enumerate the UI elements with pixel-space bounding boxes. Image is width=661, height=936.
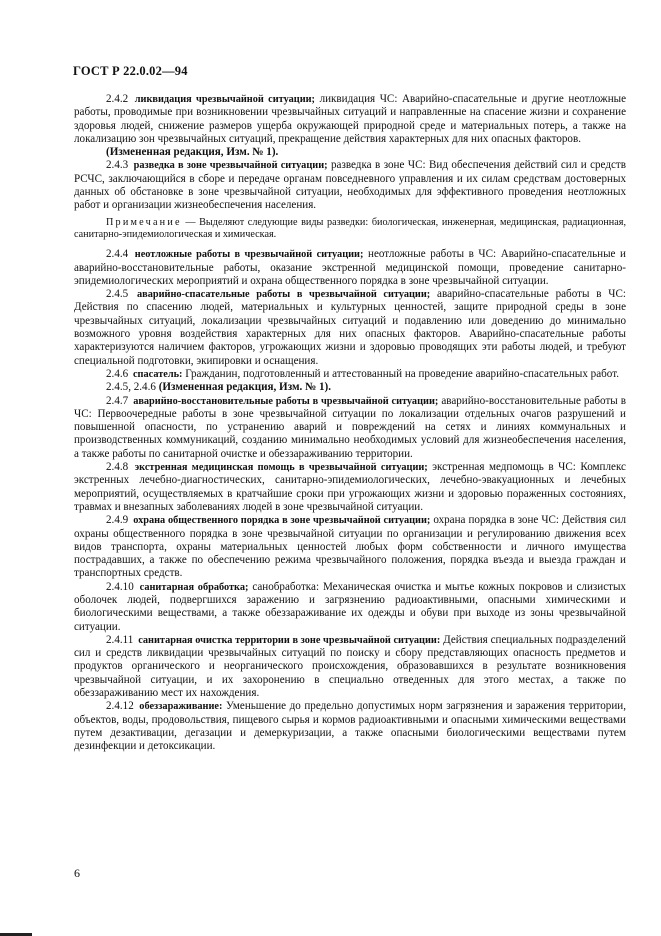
definition-text: охрана порядка в зоне ЧС: Действия сил охраны общественного порядка в зоне чрезвычайной ситуации по организации и регулированию движения всех видов транспорта, охраны материальных ценностей любых форм собственности и личного имущества пострадавших, а также по обеспечению режима чрезвычайного положения, порядка въезда и выезда граждан и транспортных средств. <box>74 514 626 580</box>
section-2-4-4 <box>74 248 626 288</box>
section-2-4-5 <box>74 288 626 368</box>
definition-text: аварийно-восстановительные работы в ЧС: Первоочередные работы в зоне чрезвычайной ситуации по локализации отдельных очагов разрушений и повышенной опасности, по устранению аварий и повреждений на сетях и линиях коммунальных и производственных коммуникаций, созданию минимально необходимых условий для жизнеобеспечения населения, а также работы по санитарной очистке и обеззараживанию территории. <box>74 394 626 460</box>
definition-text: разведка в зоне ЧС: Вид обеспечения действий сил и средств РСЧС, заключающийся в сборе и передаче органам повседневного управления и их силам средствам достоверных данных об обстановке в зоне чрезвычайной ситуации, необходимых для эффективного проведения неотложных работ и организации жизнеобеспечения населения. <box>74 159 626 212</box>
document-header: ГОСТ Р 22.0.02—94 <box>73 64 188 78</box>
definition-text: экстренная медпомощь в ЧС: Комплекс экстренных лечебно-диагностических, санитарно-эпидемиологических, лечебно-эвакуационных и лечебных мероприятий, осуществляемых в кратчайшие сроки при угрожающих жизни и здоровью пораженных состояниях, травмах и внезапных заболеваниях людей в зоне чрезвычайной ситуации. <box>74 461 626 513</box>
term-title: обеззараживание: <box>139 701 223 713</box>
page-number: 6 <box>74 866 80 880</box>
clause-number: 2.4.11 <box>106 633 134 646</box>
section-2-4-9 <box>74 514 626 580</box>
note-text: — Выделяют следующие виды разведки: биологическая, инженерная, медицинская, радиационная, санитарно-эпидемиологическая и химическая. <box>74 216 626 241</box>
section-2-4-2 <box>74 93 626 146</box>
clause-number: 2.4.2 <box>106 93 129 105</box>
amendment-text: (Измененная редакция, Изм. № 1). <box>106 146 279 159</box>
section-2-4-3 <box>74 159 626 212</box>
term-title: неотложные работы в чрезвычайной ситуации; <box>134 249 364 261</box>
definition-text: Гражданин, подготовленный и аттестованный на проведение аварийно-спасательных работ. <box>182 367 619 380</box>
term-title: ликвидация чрезвычайной ситуации; <box>134 94 315 105</box>
term-title: аварийно-спасательные работы в чрезвычайной ситуации; <box>137 289 431 301</box>
clause-number: 2.4.6 <box>106 367 129 380</box>
term-title: экстренная медицинская помощь в чрезвычайной ситуации; <box>134 462 428 474</box>
section-2-4-12 <box>74 700 626 753</box>
section-2-4-11 <box>74 634 626 700</box>
section-2-4-8 <box>74 461 626 514</box>
clause-number: 2.4.9 <box>106 514 129 527</box>
term-title: аварийно-восстановительные работы в чрезвычайной ситуации; <box>133 395 439 407</box>
clause-number: 2.4.12 <box>106 700 134 713</box>
amendment-prefix: 2.4.5, 2.4.6 <box>106 381 159 394</box>
amendment-note <box>74 381 626 394</box>
section-2-4-7 <box>74 395 626 461</box>
definition-text: Действия специальных подразделений сил и средств ликвидации чрезвычайных ситуаций по поиску и сбору представляющих опасность предметов и продуктов органического и неорганического происхождения, образовавшихся в результате возникновения чрезвычайной ситуации, и их захоронению в специально отведенных для этого местах, а также по обеззараживанию мест их нахождения. <box>74 633 626 700</box>
note-paragraph <box>74 217 626 243</box>
section-2-4-10 <box>74 581 626 634</box>
term-title: спасатель: <box>132 368 183 380</box>
amendment-text: (Измененная редакция, Изм. № 1). <box>158 381 332 394</box>
clause-number: 2.4.7 <box>106 394 129 407</box>
document-body <box>74 93 626 754</box>
clause-number: 2.4.5 <box>106 288 129 301</box>
definition-text: неотложные работы в ЧС: Аварийно-спасательные и аварийно-восстановительные работы, оказание экстренной медицинской помощи, проведение санитарно-эпидемиологических мероприятий и охрана общественного порядка в зоне чрезвычайной ситуации. <box>74 248 626 287</box>
amendment-note <box>74 146 626 159</box>
clause-number: 2.4.8 <box>106 461 129 474</box>
section-2-4-6 <box>74 368 626 381</box>
clause-number: 2.4.4 <box>106 248 129 261</box>
term-title: санитарная очистка территории в зоне чрезвычайной ситуации: <box>138 634 441 646</box>
definition-text: ликвидация ЧС: Аварийно-спасательные и другие неотложные работы, проводимые при возникновении чрезвычайных ситуаций и направленные на спасение жизни и сохранение здоровья людей, снижение размеров ущерба окружающей природной среде и материальных потерь, а также на локализацию зон чрезвычайных ситуаций, прекращение действия характерных для них опасных факторов. <box>74 93 627 145</box>
definition-text: аварийно-спасательные работы в ЧС: Действия по спасению людей, материальных и культурных ценностей, защите природной среды в зоне чрезвычайных ситуаций, локализации чрезвычайных ситуаций и подавлению или доведению до минимально возможного уровня воздействия характерных для них опасных факторов. Аварийно-спасательные работы характеризуются наличием факторов, угрожающих жизни и здоровью проводящих эти работы людей, и требуют специальной подготовки, экипировки и оснащения. <box>74 288 626 367</box>
note-label: Примечание <box>106 216 182 228</box>
clause-number: 2.4.10 <box>106 580 134 593</box>
term-title: охрана общественного порядка в зоне чрезвычайной ситуации; <box>133 515 431 527</box>
term-title: санитарная обработка; <box>139 581 249 593</box>
definition-text: санобработка: Механическая очистка и мытье кожных покровов и слизистых оболочек людей, подвергшихся заражению и загрязнению радиоактивными, опасными химическими и биологическими веществами, а также обеззараживание их одежды и обуви при выходе из зоны чрезвычайной ситуации. <box>74 580 626 633</box>
definition-text: Уменьшение до предельно допустимых норм загрязнения и заражения территории, объектов, воды, продовольствия, пищевого сырья и кормов радиоактивными и опасными химическими веществами путем дезактивации, дегазации и демеркуризации, а также опасными биологическими веществами путем дезинфекции и детоксикации. <box>74 700 626 753</box>
term-title: разведка в зоне чрезвычайной ситуации; <box>133 160 328 172</box>
clause-number: 2.4.3 <box>106 159 129 172</box>
